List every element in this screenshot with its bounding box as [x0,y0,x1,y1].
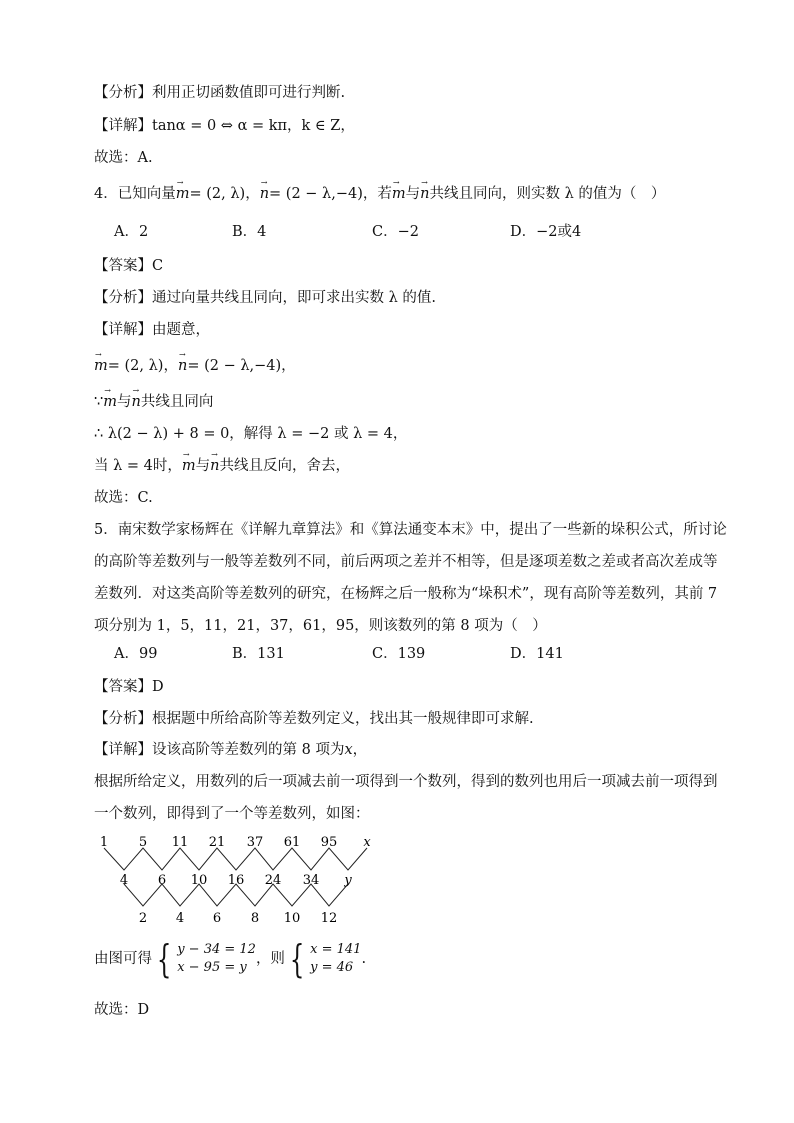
q4-conclusion: 故选：C. [94,490,153,506]
collinear-opposite: 共线且反向，舍去， [219,458,350,474]
q4-when-line [94,456,350,476]
seq-term: 1 [99,835,109,850]
second-difference: 2 [138,911,148,926]
seq-term: 5 [138,835,148,850]
q3-analysis [94,83,345,103]
from-figure: 由图可得 [94,951,152,967]
sys-tail: . [361,951,367,967]
q5-stem-line: 差数列．对这类高阶等差数列的研究，在杨辉之后一般称为“垛积术”，现有高阶等差数列，其前 7 [94,586,718,602]
analysis-text: 利用正切函数值即可进行判断. [152,85,346,101]
analysis-text: 根据题中所给高阶等差数列定义，找出其一般规律即可求解. [152,711,534,727]
q5-option-a: A．99 [114,646,158,662]
equation: y = 46 [310,960,354,975]
seq-term-unknown: x [363,835,371,850]
equation-system-2 [285,937,362,981]
q4-option-a: A．2 [114,224,149,240]
q4-vectors-line [94,356,296,376]
q5-explain-line: 一个数列，即得到了一个等差数列，如图： [94,806,370,822]
equation: x = 141 [310,942,362,957]
m-def: = (2, λ)， [107,358,178,374]
q4-stem [94,184,665,204]
second-difference: 8 [250,911,260,926]
q5-option-c: C．139 [372,646,426,662]
because-symbol: ∵ [94,394,104,410]
q4-analysis [94,288,436,308]
first-difference: 4 [119,873,129,888]
second-difference: 10 [283,911,301,926]
conj: 与 [116,394,132,410]
n-def: = (2 − λ,−4)，若 [269,186,392,202]
q5-stem-line: 5．南宋数学家杨辉在《详解九章算法》和《算法通变本末》中，提出了一些新的垛积公式，所讨论 [94,522,727,538]
detail-tag: 【详解】 [94,742,152,758]
q5-explain-line: 根据所给定义，用数列的后一项减去前一项得到一个数列，得到的数列也用后一项减去前一项得到 [94,774,718,790]
q5-conclusion: 故选：D [94,1002,150,1018]
equation: y − 34 = 12 [177,942,256,957]
second-difference: 4 [175,911,185,926]
first-difference-unknown: y [344,873,352,888]
detail-tail: ， [352,742,368,758]
n-def-short: = (2 − λ,−4) [187,358,282,374]
q4-detail [94,320,210,340]
when-a: 当 λ = 4时， [94,458,182,474]
q5-stem-line: 的高阶等差数列与一般等差数列不同，前后两项之差并不相等，但是逐项差数之差或者高次差成等 [94,554,718,570]
vector-n: → n [131,392,140,412]
detail-tag: 【详解】 [94,322,152,338]
q4-answer [94,256,163,276]
first-difference: 10 [190,873,208,888]
vector-n: → n [420,184,429,204]
collinear-same: 共线且同向 [140,394,214,410]
detail-intro: 由题意， [152,322,210,338]
first-difference: 6 [157,873,167,888]
analysis-text: 通过向量共线且同向，即可求出实数 λ 的值. [152,290,437,306]
second-difference: 12 [320,911,338,926]
detail-var: x [344,742,353,758]
answer-value: C [152,258,164,274]
analysis-tag: 【分析】 [94,711,152,727]
q5-detail [94,740,367,760]
vector-m: → m [182,456,196,476]
q5-stem-line: 项分别为 1，5，11，21，37，61，95，则该数列的第 8 项为（ ） [94,618,547,634]
q4-option-b: B．4 [232,224,267,240]
q3-detail [94,116,355,136]
vector-n: → n [210,456,219,476]
stem-b: 与 [405,186,421,202]
q5-answer [94,677,164,697]
vector-m: → m [392,184,406,204]
row-2 [120,873,352,888]
q5-equation-line [94,937,367,981]
stem-c: 共线且同向，则实数 λ 的值为（ ） [429,186,666,202]
vector-m: → m [103,392,117,412]
q4-option-d: D．−2或4 [510,224,582,240]
first-difference: 16 [227,873,245,888]
difference-figure [94,834,394,926]
brace: { [289,937,305,981]
answer-value: D [152,679,164,695]
vector-m: → m [176,184,190,204]
first-difference: 24 [264,873,282,888]
vector-m: → m [94,356,108,376]
seq-term: 95 [320,835,338,850]
detail-math: tanα = 0 ⇔ α = kπ，k ∈ Z， [152,118,355,134]
row-3 [139,911,337,926]
second-difference: 6 [212,911,222,926]
detail-tag: 【详解】 [94,118,152,134]
seq-term: 21 [208,835,226,850]
q3-conclusion: 故选：A. [94,150,153,166]
analysis-tag: 【分析】 [94,290,152,306]
seq-term: 11 [171,835,189,850]
q5-option-d: D．141 [510,646,564,662]
answer-tag: 【答案】 [94,679,152,695]
brace: { [156,937,172,981]
seq-term: 61 [283,835,301,850]
first-difference: 34 [302,873,320,888]
q4-option-c: C．−2 [372,224,419,240]
q4-because-line [94,392,213,412]
q4-therefore-line: ∴ λ(2 − λ) + 8 = 0，解得 λ = −2 或 λ = 4， [94,426,408,442]
vector-n: → n [260,184,269,204]
conj: 与 [195,458,211,474]
vector-n: → n [178,356,187,376]
row-1 [100,835,371,850]
answer-tag: 【答案】 [94,258,152,274]
detail-text: 设该高阶等差数列的第 8 项为 [152,742,345,758]
seq-term: 37 [246,835,264,850]
equation-system-1 [152,937,256,981]
m-def: = (2, λ)， [189,186,260,202]
then-word: ，则 [255,951,285,967]
q5-analysis [94,709,534,729]
upper-zigzag [104,848,367,870]
q4-stem-a: 4．已知向量 [94,186,176,202]
equation: x − 95 = y [177,960,247,975]
line-tail: ， [281,358,296,374]
q5-option-b: B．131 [232,646,285,662]
analysis-tag: 【分析】 [94,85,152,101]
